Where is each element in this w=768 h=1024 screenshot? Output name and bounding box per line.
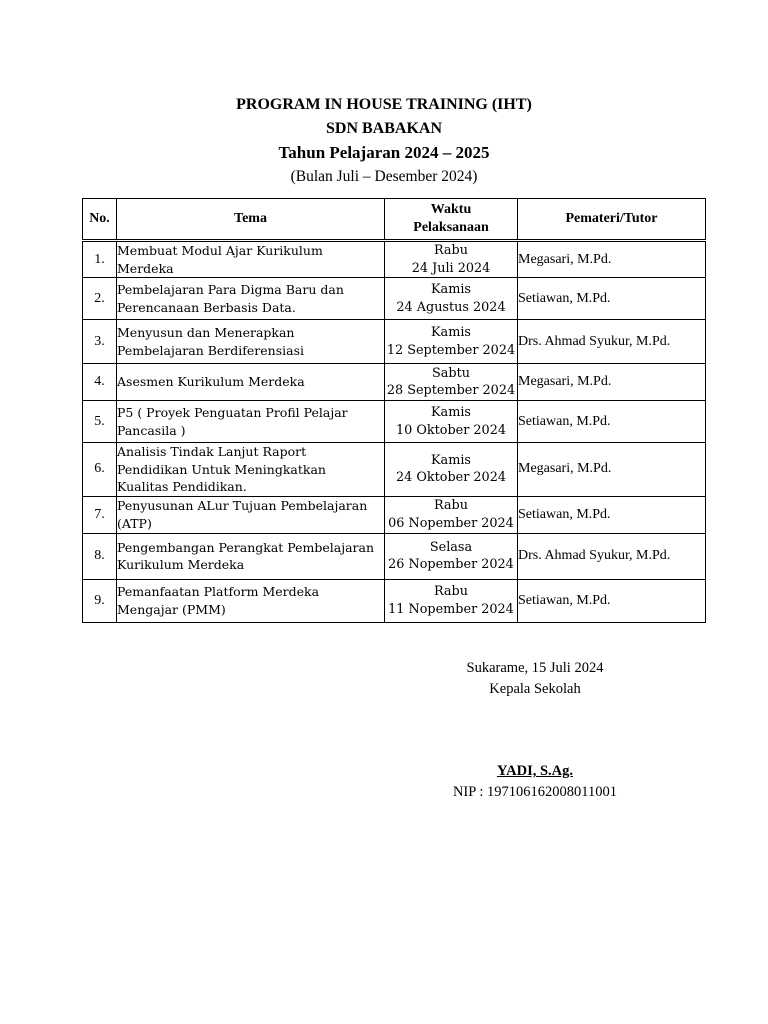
topic-line: Pendidikan Untuk Meningkatkan bbox=[117, 461, 326, 477]
subtitle-period: (Bulan Juli – Desember 2024) bbox=[290, 168, 478, 185]
topic-line: Pengembangan Perangkat Pembelajaran bbox=[117, 539, 375, 555]
row-speaker: Drs. Ahmad Syukur, M.Pd. bbox=[518, 533, 706, 579]
row-schedule bbox=[385, 579, 518, 622]
schedule-date: 06 Nopember 2024 bbox=[388, 515, 514, 531]
topic-line: Kualitas Pendidikan. bbox=[117, 479, 247, 494]
signature-nip: NIP : 197106162008011001 bbox=[452, 784, 618, 800]
topic-line: Asesmen Kurikulum Merdeka bbox=[117, 374, 305, 390]
schedule-date: 11 Nopember 2024 bbox=[388, 601, 514, 617]
header-waktu bbox=[385, 199, 518, 241]
table-header-row bbox=[83, 199, 706, 241]
row-schedule bbox=[385, 320, 518, 364]
row-number: 6. bbox=[83, 443, 117, 497]
row-topic bbox=[117, 443, 385, 497]
row-number: 7. bbox=[83, 496, 117, 533]
row-speaker: Setiawan, M.Pd. bbox=[518, 278, 706, 320]
topic-line: Pembelajaran Berdiferensiasi bbox=[117, 342, 305, 358]
topic-line: Pancasila ) bbox=[117, 422, 186, 438]
schedule-day: Kamis bbox=[431, 325, 471, 340]
row-speaker: Megasari, M.Pd. bbox=[518, 443, 706, 497]
topic-line: Merdeka bbox=[117, 260, 174, 276]
row-number: 3. bbox=[83, 320, 117, 364]
title-academic-year: Tahun Pelajaran 2024 – 2025 bbox=[278, 143, 490, 162]
schedule-date: 24 Juli 2024 bbox=[411, 260, 491, 276]
document-header bbox=[0, 93, 768, 188]
row-schedule bbox=[385, 401, 518, 443]
schedule-date: 10 Oktober 2024 bbox=[396, 422, 506, 438]
table-row bbox=[83, 241, 706, 278]
schedule-day: Kamis bbox=[431, 405, 471, 420]
schedule-day: Rabu bbox=[434, 584, 468, 599]
schedule-date: 28 September 2024 bbox=[386, 383, 516, 398]
row-speaker: Setiawan, M.Pd. bbox=[518, 496, 706, 533]
row-speaker: Setiawan, M.Pd. bbox=[518, 401, 706, 443]
row-number: 8. bbox=[83, 533, 117, 579]
table-row bbox=[83, 533, 706, 579]
title-program: PROGRAM IN HOUSE TRAINING (IHT) bbox=[236, 96, 532, 113]
row-schedule bbox=[385, 533, 518, 579]
table-row bbox=[83, 278, 706, 320]
schedule-day: Sabtu bbox=[432, 365, 470, 381]
schedule-date: 12 September 2024 bbox=[386, 342, 516, 358]
header-pemateri: Pemateri/Tutor bbox=[518, 199, 706, 241]
table-row bbox=[83, 364, 706, 401]
topic-line: Analisis Tindak Lanjut Raport bbox=[117, 444, 307, 459]
row-number: 1. bbox=[83, 241, 117, 278]
table-row bbox=[83, 443, 706, 497]
row-schedule bbox=[385, 443, 518, 497]
row-number: 2. bbox=[83, 278, 117, 320]
row-topic bbox=[117, 533, 385, 579]
topic-line: Pembelajaran Para Digma Baru dan bbox=[117, 282, 344, 297]
schedule-date: 24 Oktober 2024 bbox=[396, 470, 506, 486]
row-schedule bbox=[385, 241, 518, 278]
topic-line: Pemanfaatan Platform Merdeka bbox=[117, 584, 320, 599]
row-schedule bbox=[385, 496, 518, 533]
header-waktu-label: Waktu Pelaksanaan bbox=[413, 202, 489, 235]
schedule-day: Kamis bbox=[431, 452, 471, 468]
row-topic bbox=[117, 496, 385, 533]
signature-place-date: Sukarame, 15 Juli 2024 bbox=[466, 660, 604, 676]
topic-line: Menyusun dan Menerapkan bbox=[117, 325, 295, 340]
schedule-date: 26 Nopember 2024 bbox=[388, 557, 514, 572]
table-row bbox=[83, 496, 706, 533]
row-topic bbox=[117, 579, 385, 622]
table-row bbox=[83, 579, 706, 622]
row-number: 4. bbox=[83, 364, 117, 401]
topic-line: P5 ( Proyek Penguatan Profil Pelajar bbox=[117, 405, 348, 420]
schedule-day: Rabu bbox=[434, 498, 468, 513]
topic-line: Membuat Modul Ajar Kurikulum bbox=[117, 243, 323, 258]
row-schedule bbox=[385, 364, 518, 401]
training-schedule-table bbox=[82, 198, 706, 623]
topic-line: Penyusunan ALur Tujuan Pembelajaran bbox=[117, 498, 368, 513]
topic-line: Mengajar (PMM) bbox=[117, 601, 226, 617]
schedule-day: Rabu bbox=[434, 243, 468, 258]
title-school: SDN BABAKAN bbox=[325, 120, 442, 137]
schedule-date: 24 Agustus 2024 bbox=[396, 299, 506, 315]
row-speaker: Megasari, M.Pd. bbox=[518, 364, 706, 401]
row-number: 5. bbox=[83, 401, 117, 443]
topic-line: Perencanaan Berbasis Data. bbox=[117, 299, 296, 315]
signature-name: YADI, S.Ag. bbox=[496, 763, 573, 779]
row-topic bbox=[117, 401, 385, 443]
row-topic bbox=[117, 320, 385, 364]
header-tema: Tema bbox=[117, 199, 385, 241]
row-topic bbox=[117, 241, 385, 278]
row-speaker: Megasari, M.Pd. bbox=[518, 241, 706, 278]
row-topic bbox=[117, 364, 385, 401]
table-row bbox=[83, 320, 706, 364]
schedule-day: Kamis bbox=[431, 282, 471, 297]
signature-position: Kepala Sekolah bbox=[489, 681, 581, 697]
schedule-day: Selasa bbox=[429, 539, 473, 555]
row-topic bbox=[117, 278, 385, 320]
table-row bbox=[83, 401, 706, 443]
topic-line: Kurikulum Merdeka bbox=[117, 557, 245, 572]
row-speaker: Setiawan, M.Pd. bbox=[518, 579, 706, 622]
row-speaker: Drs. Ahmad Syukur, M.Pd. bbox=[518, 320, 706, 364]
topic-line: (ATP) bbox=[117, 515, 152, 531]
row-schedule bbox=[385, 278, 518, 320]
row-number: 9. bbox=[83, 579, 117, 622]
header-no: No. bbox=[83, 199, 117, 241]
